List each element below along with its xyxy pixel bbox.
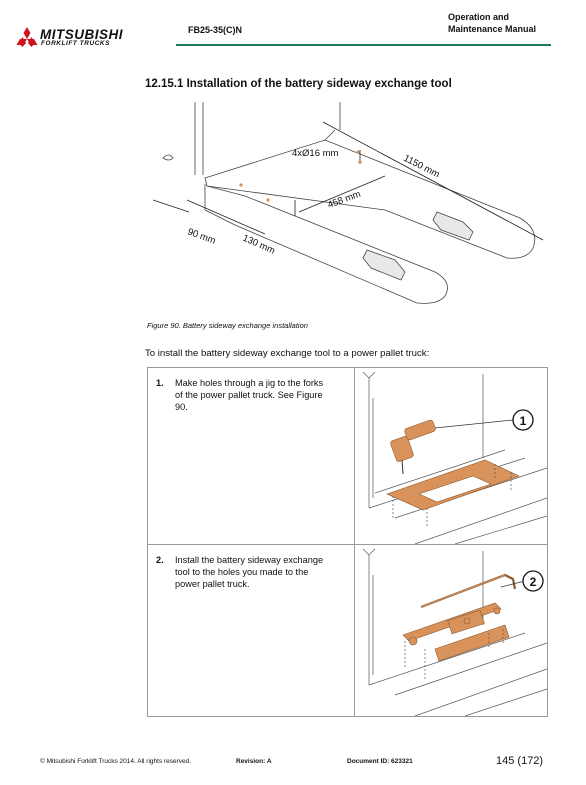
drill-icon <box>390 419 436 474</box>
fork-dimension-drawing <box>145 100 550 318</box>
step-number: 1. <box>156 378 164 388</box>
manual-title <box>448 11 558 35</box>
step-image-cell <box>355 545 548 717</box>
footer-copyright: © Mitsubishi Forklift Trucks 2014. All rights reserved. <box>40 758 192 765</box>
footer-document-id: Document ID: 623321 <box>347 758 413 765</box>
step-instruction: Install the battery sideway exchange tool to the holes you made to the power pallet truck. <box>175 555 324 589</box>
manual-title-line1: Operation and <box>448 12 510 22</box>
page-number: 145 (172) <box>496 755 544 767</box>
length-dimension-label: 1150 mm <box>401 152 442 181</box>
steps-table <box>147 367 548 717</box>
model-number: FB25-35(C)N <box>188 25 243 35</box>
step-image-cell <box>355 368 548 545</box>
hole-offset-dimension-label: 130 mm <box>240 232 277 257</box>
table-row <box>148 545 548 717</box>
exchange-tool <box>403 575 515 661</box>
hole-span-dimension-label: 458 mm <box>326 188 363 211</box>
hole-marker <box>358 160 361 163</box>
brand-subtitle: FORKLIFT TRUCKS <box>41 40 110 47</box>
step-instruction: Make holes through a jig to the forks of the power pallet truck. See Figure 90. <box>175 378 324 412</box>
three-diamonds-icon <box>14 27 40 49</box>
upper-wheel <box>433 212 473 240</box>
hole-marker <box>266 198 269 201</box>
manual-title-line2: Maintenance Manual <box>448 24 537 34</box>
step-text-cell <box>148 368 355 545</box>
holes-dimension-label: 4xØ16 mm <box>292 148 339 159</box>
callout-1-label: 1 <box>519 414 527 428</box>
hole-marker <box>356 150 359 153</box>
intro-text: To install the battery sideway exchange tool to a power pallet truck: <box>145 348 430 359</box>
step-number: 2. <box>156 555 164 565</box>
edge-offset-dimension-label: 90 mm <box>185 226 218 247</box>
lower-wheel <box>363 250 405 280</box>
callout-2-label: 2 <box>529 575 537 589</box>
brand-logo <box>14 27 154 49</box>
drill-jig-illustration <box>355 368 547 544</box>
figure-caption: Figure 90. Battery sideway exchange installation <box>147 321 308 330</box>
section-title: 12.15.1 Installation of the battery sideway exchange tool <box>145 78 452 90</box>
lower-fork <box>205 186 447 303</box>
mast-bracket <box>163 155 173 160</box>
footer-revision: Revision: A <box>236 758 272 765</box>
exchange-tool-illustration <box>355 545 547 716</box>
table-row <box>148 368 548 545</box>
header-rule <box>176 44 551 46</box>
hole-marker <box>239 183 242 186</box>
step-text-cell <box>148 545 355 717</box>
brand-name: MITSUBISHI <box>40 27 124 42</box>
